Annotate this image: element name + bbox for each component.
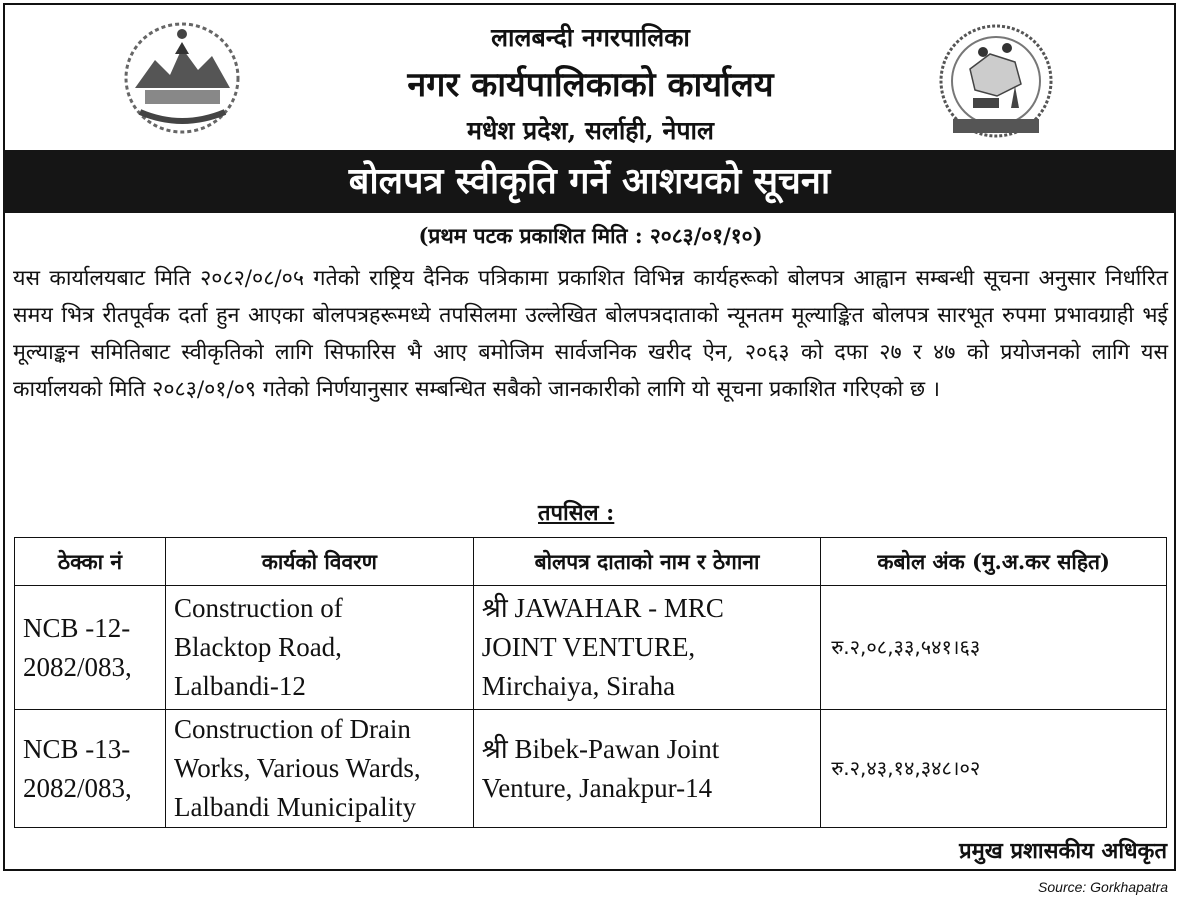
notice-title-banner: बोलपत्र स्वीकृति गर्ने आशयको सूचना: [3, 150, 1176, 213]
notice-body: यस कार्यालयबाट मिति २०८२/०८/०५ गतेको राष्ट्रिय दैनिक पत्रिकामा प्रकाशित विभिन्न कार्यहरूको बोलपत्र आह्वान सम्बन्धी सूचना अनुसार निर्धारित समय भित्र रीतपूर्वक दर्ता हुन आएका बोलपत्रहरूमध्ये तपसिलमा उल्लेखित बोलपत्रदाताको न्यूनतम मूल्याङ्कित बोलपत्र सारभूत रुपमा प्रभावग्राही भई मूल्याङ्कन समितिबाट स्वीकृतिको लागि सिफारिस भै आए बमोजिम सार्वजनिक खरीद ऐन, २०६३ को दफा २७ र ४७ को प्रयोजनको लागि यस कार्यालयको मिति २०८३/०१/०९ गतेको निर्णयानुसार सम्बन्धित सबैको जानकारीको लागि यो सूचना प्रकाशित गरिएको छ ।: [13, 266, 1168, 402]
table-row: [15, 710, 1167, 828]
description-cell: Construction of Drain Works, Various Wards, Lalbandi Municipality: [165, 710, 473, 828]
amount-cell: रु.२,४३,१४,३४८।०२: [821, 710, 1167, 828]
publication-date: (प्रथम पटक प्रकाशित मिति : २०८३/०१/१०): [418, 223, 763, 248]
header-bid-amount: कबोल अंक (मु.अ.कर सहित): [821, 538, 1167, 586]
table-row: [15, 586, 1167, 710]
table-header-row: [15, 538, 1167, 586]
contract-no-cell: NCB -13- 2082/083,: [15, 710, 166, 828]
office-location: मधेश प्रदेश, सर्लाही, नेपाल: [467, 116, 714, 145]
municipality-name: लालबन्दी नगरपालिका: [491, 23, 690, 52]
description-cell: Construction of Blacktop Road, Lalbandi-12: [165, 586, 473, 710]
header-bidder: बोलपत्र दाताको नाम र ठेगाना: [473, 538, 821, 586]
bid-table: [14, 537, 1167, 828]
bidder-cell: श्री Bibek-Pawan Joint Venture, Janakpur-14: [473, 710, 821, 828]
amount-cell: रु.२,०८,३३,५४१।६३: [821, 586, 1167, 710]
signatory-title: प्रमुख प्रशासकीय अधिकृत: [959, 838, 1167, 864]
source-credit: Source: Gorkhapatra: [1038, 879, 1168, 895]
details-label: तपसिल :: [538, 500, 615, 526]
office-name: नगर कार्यपालिकाको कार्यालय: [407, 65, 774, 105]
header-work-description: कार्यको विवरण: [165, 538, 473, 586]
contract-no-cell: NCB -12- 2082/083,: [15, 586, 166, 710]
bidder-cell: श्री JAWAHAR - MRC JOINT VENTURE, Mirchaiya, Siraha: [473, 586, 821, 710]
header-contract-no: ठेक्का नं: [15, 538, 166, 586]
